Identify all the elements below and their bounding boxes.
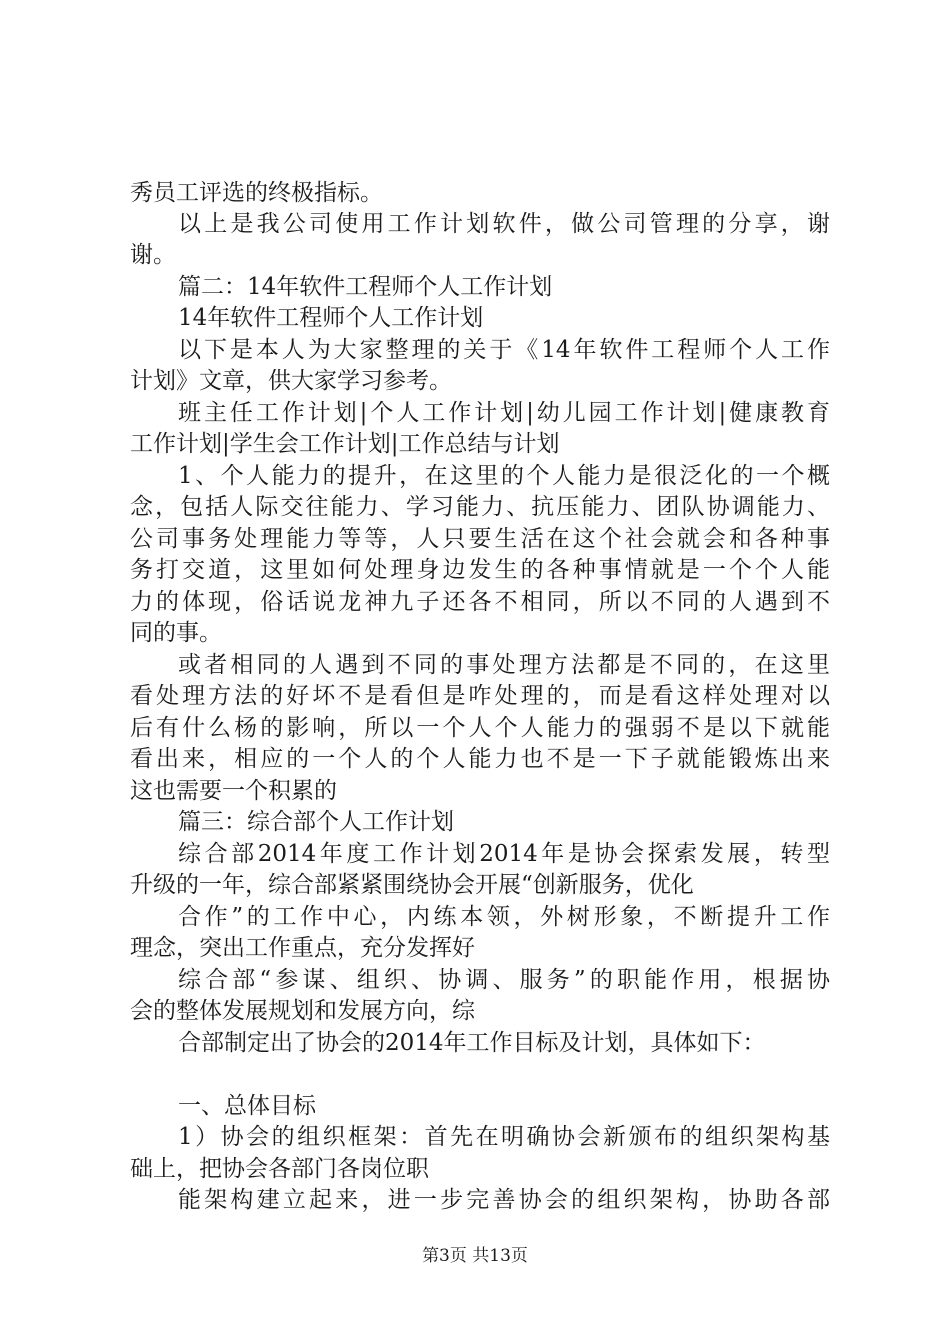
subsection-heading: 一、总体目标 <box>178 1093 316 1119</box>
text-line: 看处理方法的好坏不是看但是咋处理的，而是看这样处理对以 <box>130 683 830 709</box>
text-line: 念，包括人际交往能力、学习能力、抗压能力、团队协调能力、 <box>130 494 830 520</box>
text-line: 合部制定出了协会的2014年工作目标及计划，具体如下： <box>178 1030 766 1056</box>
section-heading: 篇三：综合部个人工作计划 <box>178 809 454 835</box>
page-number: 第3页 共13页 <box>422 1246 528 1266</box>
text-line: 以下是本人为大家整理的关于《14年软件工程师个人工作 <box>178 337 830 363</box>
text-line: 或者相同的人遇到不同的事处理方法都是不同的，在这里 <box>178 652 830 678</box>
text-line: 务打交道，这里如何处理身边发生的各种事情就是一个个人能 <box>130 557 830 583</box>
text-line: 能架构建立起来，进一步完善协会的组织架构，协助各部 <box>178 1187 830 1213</box>
text-line: 会的整体发展规划和发展方向，综 <box>130 998 475 1024</box>
text-line: 后有什么杨的影响，所以一个人个人能力的强弱不是以下就能 <box>130 715 830 741</box>
text-line: 升级的一年，综合部紧紧围绕协会开展“创新服务，优化 <box>130 872 694 898</box>
text-line: 工作计划|学生会工作计划|工作总结与计划 <box>130 431 560 457</box>
text-line: 同的事。 <box>130 620 222 646</box>
text-line: 合作”的工作中心，内练本领，外树形象，不断提升工作 <box>178 904 830 930</box>
text-line: 理念，突出工作重点，充分发挥好 <box>130 935 475 961</box>
text-line: 以上是我公司使用工作计划软件，做公司管理的分享，谢 <box>178 211 830 237</box>
text-line: 1）协会的组织框架：首先在明确协会新颁布的组织架构基 <box>178 1124 830 1150</box>
text-line: 班主任工作计划|个人工作计划|幼儿园工作计划|健康教育 <box>178 400 830 426</box>
article-title: 14年软件工程师个人工作计划 <box>178 305 484 331</box>
text-line: 1、个人能力的提升，在这里的个人能力是很泛化的一个概 <box>178 463 830 489</box>
text-line: 计划》文章，供大家学习参考。 <box>130 368 452 394</box>
text-line: 综合部“参谋、组织、协调、服务”的职能作用，根据协 <box>178 967 830 993</box>
text-line: 看出来，相应的一个人的个人能力也不是一下子就能锻炼出来 <box>130 746 830 772</box>
text-line: 综合部2014年度工作计划2014年是协会探索发展，转型 <box>178 841 830 867</box>
text-line: 这也需要一个积累的 <box>130 778 337 804</box>
section-heading: 篇二：14年软件工程师个人工作计划 <box>178 274 553 300</box>
text-line: 秀员工评选的终极指标。 <box>130 180 383 206</box>
text-line: 力的体现，俗话说龙神九子还各不相同，所以不同的人遇到不 <box>130 589 830 615</box>
text-line: 础上，把协会各部门各岗位职 <box>130 1156 429 1182</box>
text-line: 公司事务处理能力等等，人只要生活在这个社会就会和各种事 <box>130 526 830 552</box>
text-line: 谢。 <box>130 242 176 268</box>
